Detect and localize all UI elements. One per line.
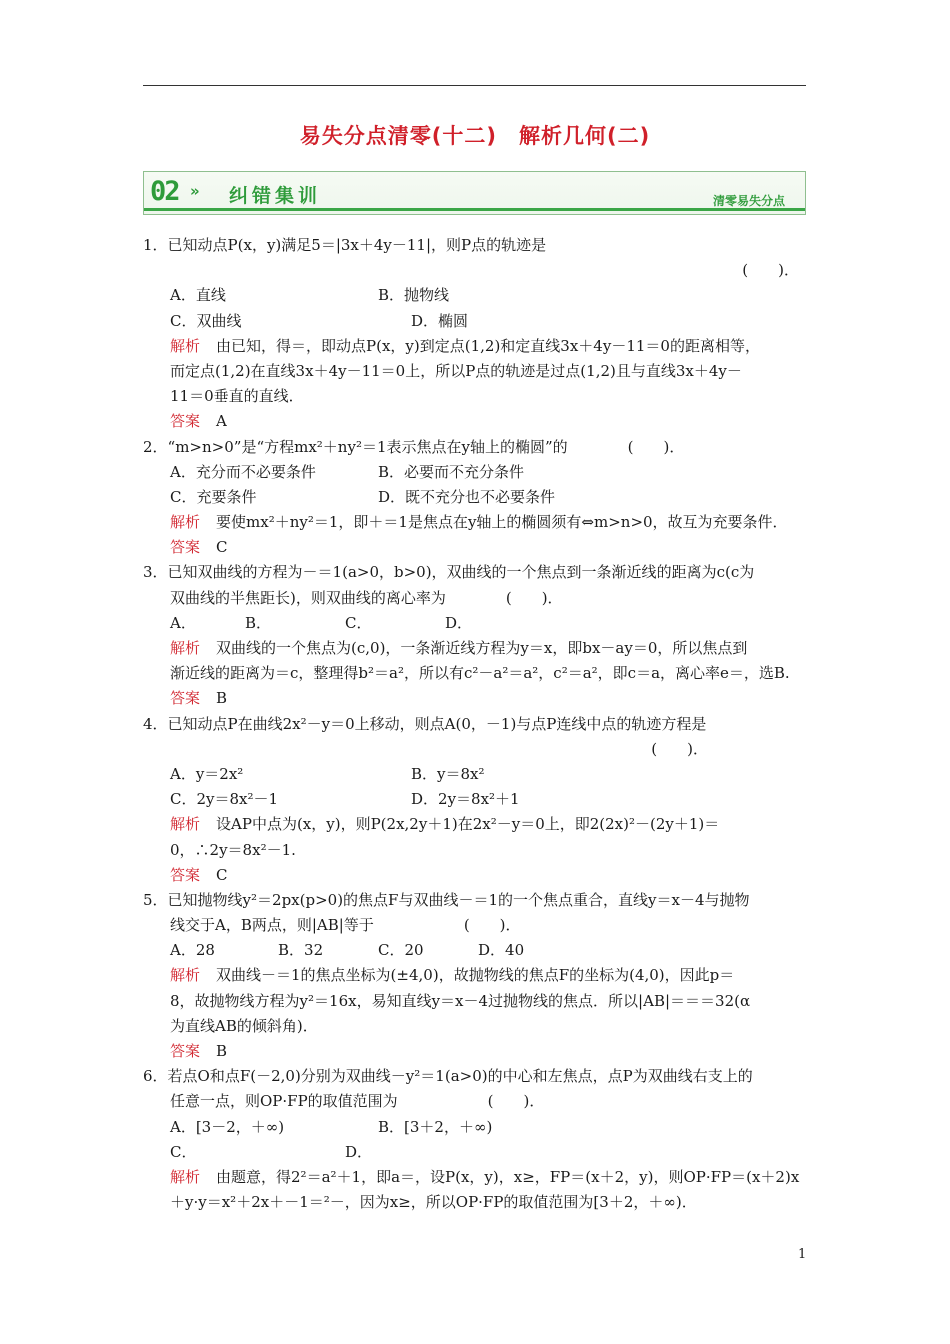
answer-label: 答案	[170, 538, 201, 557]
chevron-icon: »	[190, 182, 200, 200]
q6-analysis-line	[143, 1165, 813, 1190]
analysis-label: 解析	[170, 815, 201, 834]
banner-title: 纠错集训	[229, 185, 322, 207]
q1-option-c: C．双曲线	[170, 311, 242, 330]
q1-analysis-line	[143, 334, 813, 359]
q5-answer	[143, 1039, 813, 1064]
q3-options	[143, 611, 813, 636]
q3-analysis-line: 渐近线的距离为＝c，整理得b²＝a²，所以有c²－a²＝a²，c²＝a²，即c＝a，离心率e＝，选B.	[170, 664, 790, 683]
q3-answer	[143, 686, 813, 711]
q4-answer-value: C	[216, 865, 228, 884]
q1-answer	[143, 409, 813, 434]
q3-option-c: C．	[345, 613, 372, 632]
q4-option-c: C．2y＝8x²－1	[170, 790, 279, 809]
q4-answer	[143, 863, 813, 888]
q5-option-b: B．32	[278, 941, 324, 960]
q6-options-row1	[143, 1115, 813, 1140]
q2-option-a: A．充分而不必要条件	[170, 462, 316, 481]
q2-analysis-line	[143, 510, 813, 535]
banner-underline	[144, 208, 805, 211]
q5-analysis-text: 双曲线－＝1的焦点坐标为(±4,0)，故抛物线的焦点F的坐标为(4,0)，因此p＝	[216, 966, 735, 985]
q5-options	[143, 938, 813, 963]
analysis-label: 解析	[170, 336, 201, 355]
page-title: 易失分点清零(十二) 解析几何(二)	[299, 124, 651, 148]
q3-option-d: D．	[445, 613, 473, 632]
q5-option-c: C．20	[378, 941, 424, 960]
q2-option-d: D．既不充分也不必要条件	[378, 487, 556, 506]
q3-analysis-text: 双曲线的一个焦点为(c,0)，一条渐近线方程为y＝x，即bx－ay＝0，所以焦点到	[216, 639, 748, 657]
analysis-label: 解析	[170, 966, 201, 985]
q1-option-a: A．直线	[170, 286, 226, 305]
analysis-label: 解析	[170, 1167, 201, 1186]
q3-stem: 双曲线的半焦距长)，则双曲线的离心率为 ( )．	[170, 588, 563, 607]
analysis-label: 解析	[170, 513, 201, 532]
q2-answer-value: C	[216, 538, 228, 557]
q2-option-c: C．充要条件	[170, 487, 257, 506]
q4-option-a: A．y＝2x²	[170, 764, 244, 783]
q6-analysis-text: 由题意，得2²＝a²＋1，即a＝，设P(x，y)，x≥，FP＝(x＋2，y)，则OP·FP＝(x＋2)x	[216, 1167, 800, 1186]
q1-option-b: B．抛物线	[378, 286, 450, 305]
q2-options-row2	[143, 485, 813, 510]
answer-label: 答案	[170, 1042, 201, 1060]
q4-stem: 4．已知动点P在曲线2x²－y＝0上移动，则点A(0，－1)与点P连线中点的轨迹方程是	[143, 714, 707, 733]
q5-stem: 线交于A，B两点，则|AB|等于 ( )．	[170, 916, 521, 935]
q5-analysis-line	[143, 963, 813, 988]
top-rule	[143, 85, 806, 86]
q5-stem: 5．已知抛物线y²＝2px(p>0)的焦点F与双曲线－＝1的一个焦点重合，直线y＝x－4与抛物	[143, 890, 750, 909]
q1-analysis-line: 而定点(1,2)在直线3x＋4y－11＝0上，所以P点的轨迹是过点(1,2)且与直线3x＋4y－	[170, 361, 742, 380]
answer-label: 答案	[170, 865, 201, 884]
q6-stem: 任意一点，则OP·FP的取值范围为 ( )．	[170, 1092, 545, 1111]
q2-option-b: B．必要而不充分条件	[378, 462, 525, 481]
q5-option-d: D．40	[478, 941, 525, 960]
q1-analysis-line: 11＝0垂直的直线．	[170, 387, 304, 406]
q4-analysis-text: 设AP中点为(x，y)，则P(2x,2y＋1)在2x²－y＝0上，即2(2x)²－(2y＋1)＝	[216, 815, 720, 834]
q4-option-d: D．2y＝8x²＋1	[411, 790, 520, 809]
q1-answer-value: A	[216, 412, 227, 431]
banner-number: 02	[150, 176, 179, 207]
q6-analysis-line: ＋y·y＝x²＋2x＋－1＝²－，因为x≥，所以OP·FP的取值范围为[3＋2，＋∞)．	[170, 1193, 697, 1212]
q3-option-b: B．	[245, 613, 272, 632]
question-list	[143, 233, 813, 1215]
q6-option-d: D．	[345, 1142, 373, 1161]
analysis-label: 解析	[170, 639, 201, 657]
q1-analysis-text: 由已知，得＝，即动点P(x，y)到定点(1,2)和定直线3x＋4y－11＝0的距离相等，	[216, 336, 760, 355]
q4-options-row2	[143, 787, 813, 812]
q3-option-a: A．	[170, 613, 196, 632]
q6-stem: 6．若点O和点F(－2,0)分别为双曲线－y²＝1(a>0)的中心和左焦点，点P为双曲线右支上的	[143, 1067, 753, 1086]
q1-options-row2	[143, 309, 813, 334]
q4-option-b: B．y＝8x²	[411, 764, 485, 783]
q6-options-row2	[143, 1140, 813, 1165]
q1-stem: 1．已知动点P(x，y)满足5＝|3x＋4y－11|，则P点的轨迹是	[143, 236, 547, 254]
q3-answer-value: B	[216, 689, 228, 708]
q6-option-c: C．	[170, 1142, 197, 1161]
q4-analysis-line	[143, 812, 813, 837]
q4-options-row1	[143, 762, 813, 787]
q2-stem: 2．“m>n>0”是“方程mx²＋ny²＝1表示焦点在y轴上的椭圆”的 ( )．	[143, 437, 685, 456]
answer-label: 答案	[170, 689, 201, 708]
q6-option-a: A．[3－2，＋∞)	[170, 1117, 285, 1136]
q1-options-row1	[143, 283, 813, 308]
q5-analysis-line: 8，故抛物线方程为y²＝16x，易知直线y＝x－4过抛物线的焦点．所以|AB|＝＝＝32(α	[170, 991, 751, 1010]
q3-analysis-line	[143, 636, 813, 661]
q1-bracket: ( )．	[742, 261, 799, 280]
q2-analysis-text: 要使mx²＋ny²＝1，即＋＝1是焦点在y轴上的椭圆须有⇔m>n>0，故互为充要条件．	[216, 513, 788, 532]
section-banner	[143, 171, 806, 215]
page-number: 1	[798, 1247, 807, 1262]
q5-answer-value: B	[216, 1042, 228, 1060]
q6-option-b: B．[3＋2，＋∞)	[378, 1117, 493, 1136]
q2-options-row1	[143, 460, 813, 485]
q2-answer	[143, 535, 813, 560]
q4-analysis-line: 0，∴2y＝8x²－1.	[170, 840, 296, 859]
answer-label: 答案	[170, 412, 201, 431]
q4-bracket: ( )．	[651, 739, 708, 758]
q1-option-d: D．椭圆	[411, 311, 469, 330]
banner-tag: 清零易失分点	[712, 194, 785, 208]
q3-stem: 3．已知双曲线的方程为－＝1(a>0，b>0)，双曲线的一个焦点到一条渐近线的距离为c(c为	[143, 563, 755, 582]
q5-option-a: A．28	[170, 941, 215, 960]
q5-analysis-line: 为直线AB的倾斜角)．	[170, 1016, 318, 1035]
